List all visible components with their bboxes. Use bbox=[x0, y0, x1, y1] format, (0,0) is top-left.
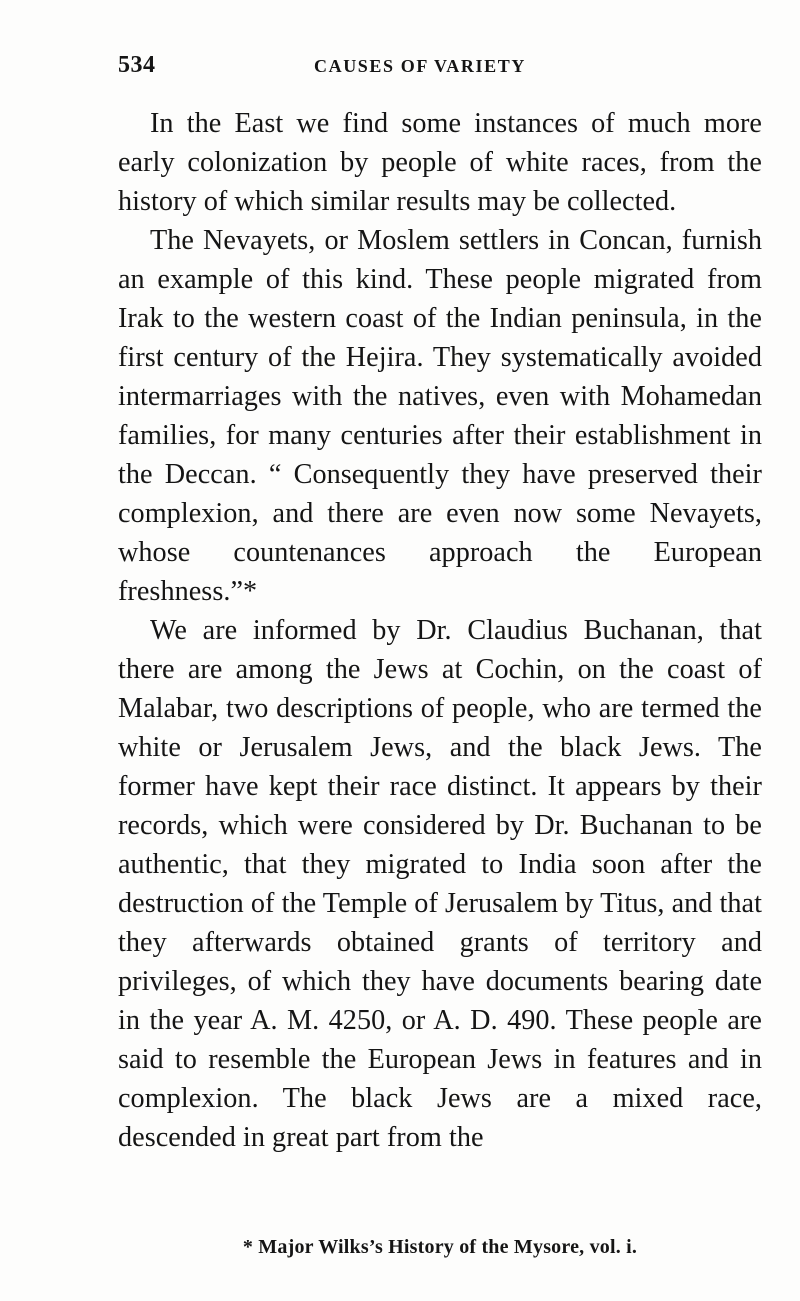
page-number: 534 bbox=[118, 52, 156, 78]
page-header bbox=[118, 52, 762, 86]
footnote: * Major Wilks’s History of the Mysore, vol. i. bbox=[242, 1236, 638, 1258]
paragraph: In the East we find some instances of much more early colonization by people of white races, from the history of which similar results may be collected. bbox=[118, 108, 762, 217]
body-text bbox=[118, 104, 762, 1157]
paragraph: The Nevayets, or Moslem settlers in Concan, furnish an example of this kind. These people migrated from Irak to the western coast of the Indian peninsula, in the first century of the Hejira. They systematically avoided intermarriages with the natives, even with Mohamedan families, for many centuries after their establishment in the Deccan. “ Consequently they have preserved their complexion, and there are even now some Nevayets, whose countenances approach the European freshness.”* bbox=[118, 225, 762, 607]
running-title: CAUSES OF VARIETY bbox=[314, 56, 526, 76]
paragraph: We are informed by Dr. Claudius Buchanan, that there are among the Jews at Cochin, on the coast of Malabar, two descriptions of people, who are termed the white or Jerusalem Jews, and the black Jews. The former have kept their race distinct. It appears by their records, which were considered by Dr. Buchanan to be authentic, that they migrated to India soon after the destruction of the Temple of Jerusalem by Titus, and that they afterwards obtained grants of territory and privileges, of which they have documents bearing date in the year A. M. 4250, or A. D. 490. These people are said to resemble the European Jews in features and in complexion. The black Jews are a mixed race, descended in great part from the bbox=[118, 615, 762, 1153]
